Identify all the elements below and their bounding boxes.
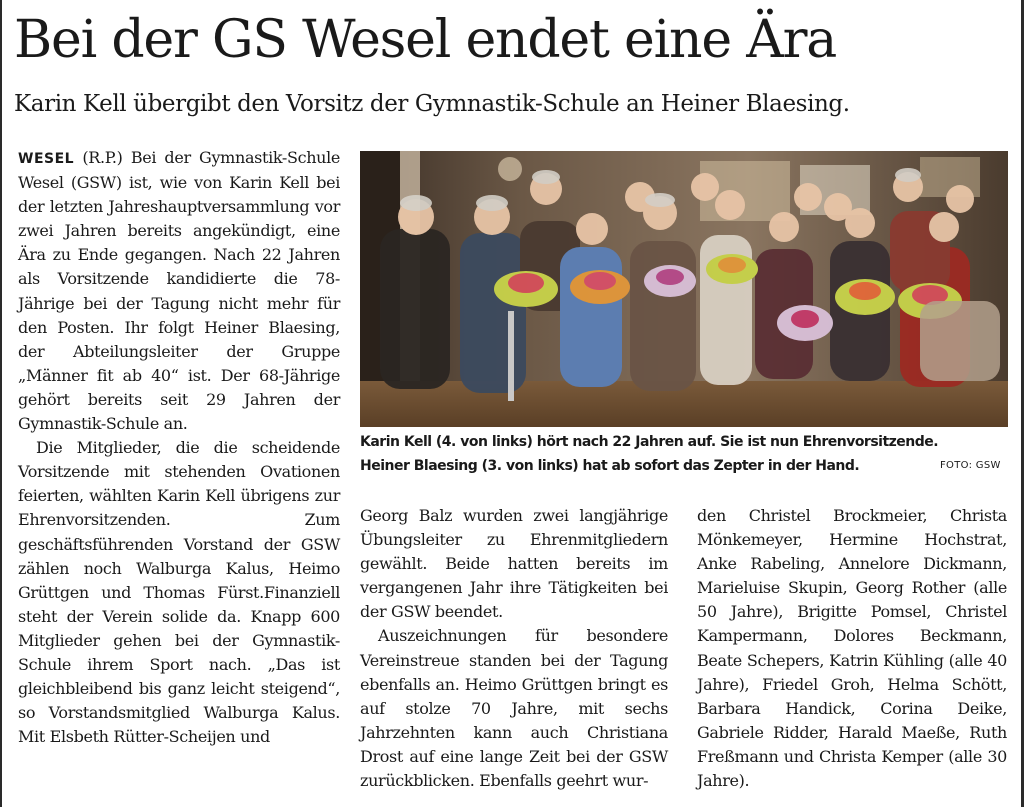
article-column-1 (18, 146, 340, 749)
source-tag: (R.P.) (74, 148, 131, 167)
article-column-3 (697, 504, 1007, 793)
headline: Bei der GS Wesel endet eine Ära (14, 10, 837, 70)
paragraph-3-continued: den Christel Brockmeier, Christa Mönkemeyer, Hermine Hochstrat, Anke Rabeling, Annelore Dickmann, Marieluise Skupin, Georg Rother (alle 50 Jahre), Brigitte Pomsel, Christel Kampermann, Dolores Beckmann, Beate Schepers, Katrin Kühling (alle 40 Jahre), Friedel Groh, Helma Schött, Barbara Handick, Corina Deike, Gabriele Ridder, Harald Maeße, Ruth Freßmann und Christa Kemper (alle 30 Jahre). (697, 506, 1007, 791)
lead-text: Bei der Gymnastik-Schule Wesel (GSW) ist, wie von Karin Kell bei der letzten Jahreshauptversammlung vor zwei Jahren bereits angekündigt, eine Ära zu Ende gegangen. Nach 22 Jahren als Vorsitzende kandidierte die 78-Jährige bei der Tagung nicht mehr für den Posten. Ihr folgt Heiner Blaesing, der Abteilungsleiter der Gruppe „Männer fit ab 40“ ist. Der 68-Jährige gehört bereits seit 29 Jahren der Gymnastik-Schule an. (18, 148, 340, 434)
subheadline: Karin Kell übergibt den Vorsitz der Gymnastik-Schule an Heiner Blaesing. (14, 91, 850, 117)
paragraph-2-continued: Georg Balz wurden zwei langjährige Übungsleiter zu Ehrenmitgliedern gewählt. Beide hatten bereits im vergangenen Jahr ihre Tätigkeiten bei der GSW beendet. (360, 506, 668, 622)
photo-credit: FOTO: GSW (940, 460, 1001, 471)
page-edge-left (0, 0, 2, 807)
article-column-2 (360, 504, 668, 793)
photo-caption (360, 430, 1008, 478)
paragraph-3: Auszeichnungen für besondere Vereinstreue standen bei der Tagung ebenfalls an. Heimo Grüttgen bringt es auf stolze 70 Jahre, mit sechs Jahrzehnten kann auch Christiana Drost auf eine lange Zeit bei der GSW zurückblicken. Ebenfalls geehrt wur- (360, 626, 668, 791)
lead-paragraph (18, 146, 340, 436)
paragraph-2: Die Mitglieder, die die scheidende Vorsitzende mit stehenden Ovationen feierten, wählten Karin Kell übrigens zur Ehrenvorsitzenden. Zum geschäftsführenden Vorstand der GSW zählen noch Walburga Kalus, Heimo Grüttgen und Thomas Fürst.Finanziell steht der Verein solide da. Knapp 600 Mitglieder gehen bei der Gymnastik-Schule ihrem Sport nach. „Das ist gleichbleibend bis ganz leicht steigend“, so Vorstandsmitglied Walburga Kalus. Mit Elsbeth Rütter-Scheijen und (18, 438, 340, 747)
group-photo (360, 151, 1008, 427)
dateline: WESEL (18, 151, 75, 167)
caption-line-1: Karin Kell (4. von links) hört nach 22 Jahren auf. Sie ist nun Ehrenvorsitzende. (360, 434, 939, 450)
caption-line-2: Heiner Blaesing (3. von links) hat ab sofort das Zepter in der Hand. (360, 458, 860, 474)
